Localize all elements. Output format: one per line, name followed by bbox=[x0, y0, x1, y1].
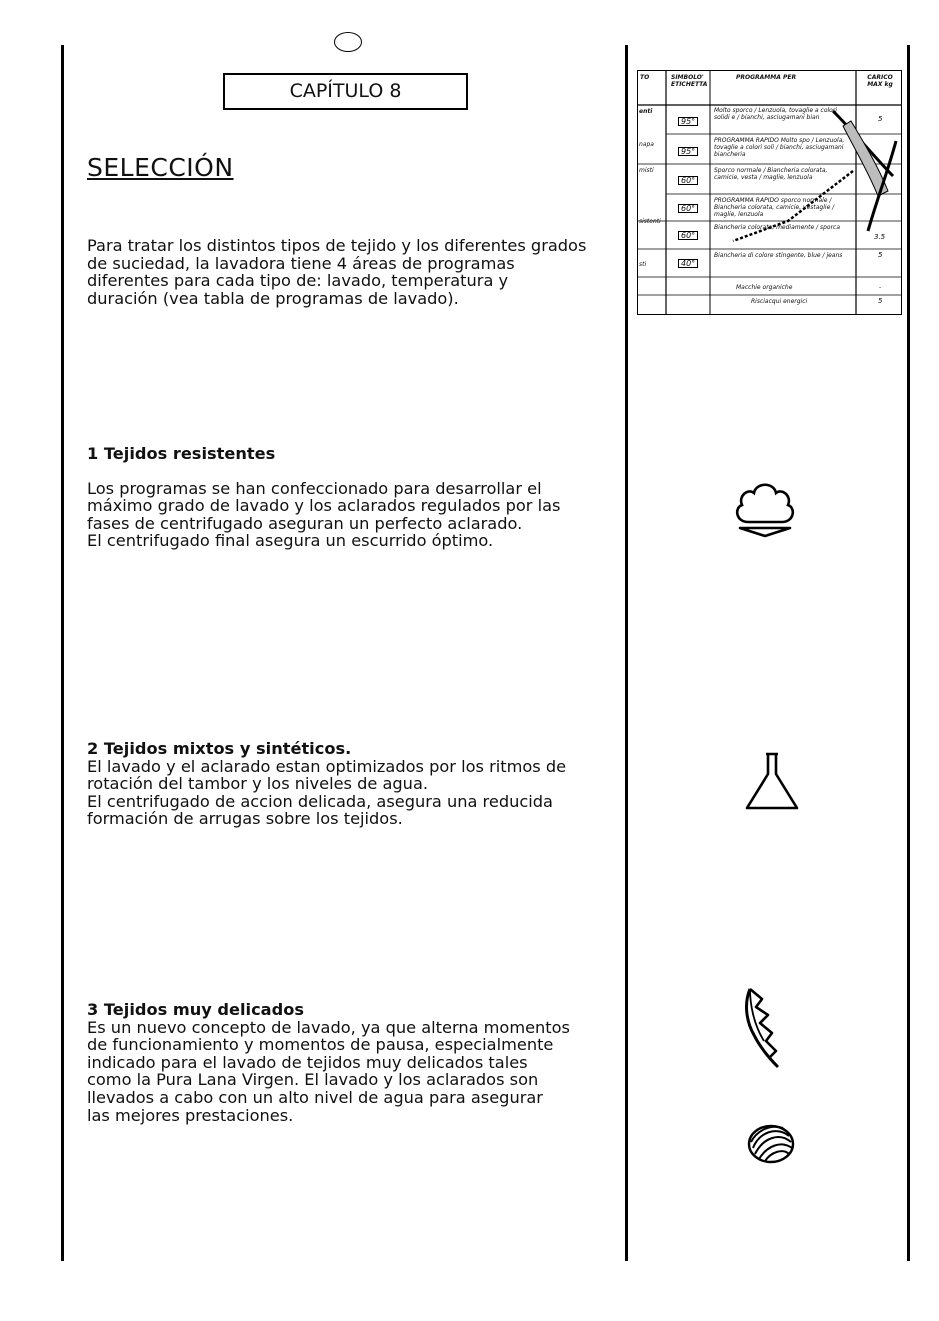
header-col-program: PROGRAMMA PER bbox=[736, 74, 797, 81]
row-temp: 60° bbox=[678, 204, 698, 213]
row-load: - bbox=[879, 284, 882, 291]
row-load: 5 bbox=[878, 297, 883, 305]
row-load: 3.5 bbox=[874, 233, 886, 241]
section-title: SELECCIÓN bbox=[87, 153, 234, 182]
section-heading: 3 Tejidos muy delicados bbox=[87, 1000, 304, 1019]
intro-paragraph bbox=[87, 237, 586, 307]
row-program-text: Macchie organiche bbox=[736, 284, 793, 291]
section-line: El centrifugado final asegura un escurrido óptimo. bbox=[87, 531, 494, 551]
row-program-text: Molto sporco / Lenzuola, tovaglie a colori solidi e / bianchi, asciugamani bian bbox=[714, 107, 837, 121]
section-very-delicate bbox=[87, 1001, 570, 1124]
chapter-label: CAPÍTULO 8 bbox=[223, 73, 468, 110]
header-col-symbol: SIMBOLO' ETICHETTA bbox=[671, 74, 708, 88]
section-heading: 2 Tejidos mixtos y sintéticos. bbox=[87, 739, 352, 758]
section-line: Es un nuevo concepto de lavado, ya que alterna momentos bbox=[87, 1017, 570, 1037]
section-line: rotación del tambor y los niveles de agua. bbox=[87, 774, 429, 794]
row-program-text: Risciacqui energici bbox=[751, 298, 808, 305]
row-side-label: enti bbox=[639, 108, 653, 115]
section-line: indicado para el lavado de tejidos muy delicados tales bbox=[87, 1052, 528, 1072]
wool-icon bbox=[745, 1118, 797, 1166]
row-side-label: sistenti bbox=[639, 218, 661, 225]
section-heading: 1 Tejidos resistentes bbox=[87, 444, 276, 463]
section-mixed-synthetic bbox=[87, 740, 566, 828]
intro-line: Para tratar los distintos tipos de tejido y los diferentes grados bbox=[87, 236, 587, 255]
program-table bbox=[637, 70, 902, 315]
language-marker-circle bbox=[334, 32, 362, 52]
row-program-text: PROGRAMMA RAPIDO Molto spo / Lenzuola, tovaglie a colori soli / bianchi, asciugamani biancheria bbox=[714, 137, 845, 158]
section-line: de funcionamiento y momentos de pausa, especialmente bbox=[87, 1035, 554, 1055]
row-side-label: misti bbox=[639, 167, 654, 174]
section-line: Los programas se han confeccionado para desarrollar el bbox=[87, 478, 542, 498]
header-col-load: CARICO MAX kg bbox=[867, 74, 893, 88]
section-line: El lavado y el aclarado estan optimizados por los ritmos de bbox=[87, 756, 567, 776]
section-line: fases de centrifugado aseguran un perfecto aclarado. bbox=[87, 513, 523, 533]
row-side-label: napa bbox=[639, 141, 654, 148]
cotton-icon bbox=[728, 478, 802, 540]
row-temp: 95° bbox=[678, 117, 698, 126]
row-program-text: Biancheria di colore stingente, blue / jeans bbox=[714, 252, 843, 259]
row-program-text: Sporco normale / Biancheria colorata, camicie, vesta / maglie, lenzuola bbox=[714, 167, 828, 181]
section-line: formación de arrugas sobre los tejidos. bbox=[87, 809, 403, 829]
row-temp: 40° bbox=[678, 259, 698, 268]
section-line: llevados a cabo con un alto nivel de agua para asegurar bbox=[87, 1087, 543, 1107]
row-temp: 60° bbox=[678, 176, 698, 185]
row-temp: 95° bbox=[678, 147, 698, 156]
column-divider-rule bbox=[625, 45, 628, 1261]
row-side-label: sti bbox=[639, 261, 647, 268]
intro-line: duración (vea tabla de programas de lavado). bbox=[87, 288, 459, 308]
section-line: El centrifugado de accion delicada, asegura una reducida bbox=[87, 791, 553, 811]
row-load: 5 bbox=[878, 115, 883, 123]
flask-icon bbox=[742, 752, 802, 812]
intro-line: de suciedad, la lavadora tiene 4 áreas de programas bbox=[87, 253, 515, 273]
row-load: 5 bbox=[878, 251, 883, 259]
section-line: como la Pura Lana Virgen. El lavado y los aclarados son bbox=[87, 1070, 539, 1090]
section-line: las mejores prestaciones. bbox=[87, 1105, 294, 1125]
left-margin-rule bbox=[61, 45, 64, 1261]
right-margin-rule bbox=[907, 45, 910, 1261]
section-line: máximo grado de lavado y los aclarados regulados por las bbox=[87, 496, 561, 516]
row-temp: 60° bbox=[678, 231, 698, 240]
section-resistant bbox=[87, 445, 560, 550]
row-program-text: Biancheria colorata, mediamente / sporca bbox=[714, 224, 841, 231]
intro-line: diferentes para cada tipo de: lavado, temperatura y bbox=[87, 271, 509, 291]
row-program-text: PROGRAMMA RAPIDO sporco normale / Biancheria colorata, camicie, vestaglie / maglie, lenzuola bbox=[714, 197, 835, 218]
header-col-to: TO bbox=[640, 74, 650, 81]
feather-icon bbox=[738, 985, 788, 1073]
